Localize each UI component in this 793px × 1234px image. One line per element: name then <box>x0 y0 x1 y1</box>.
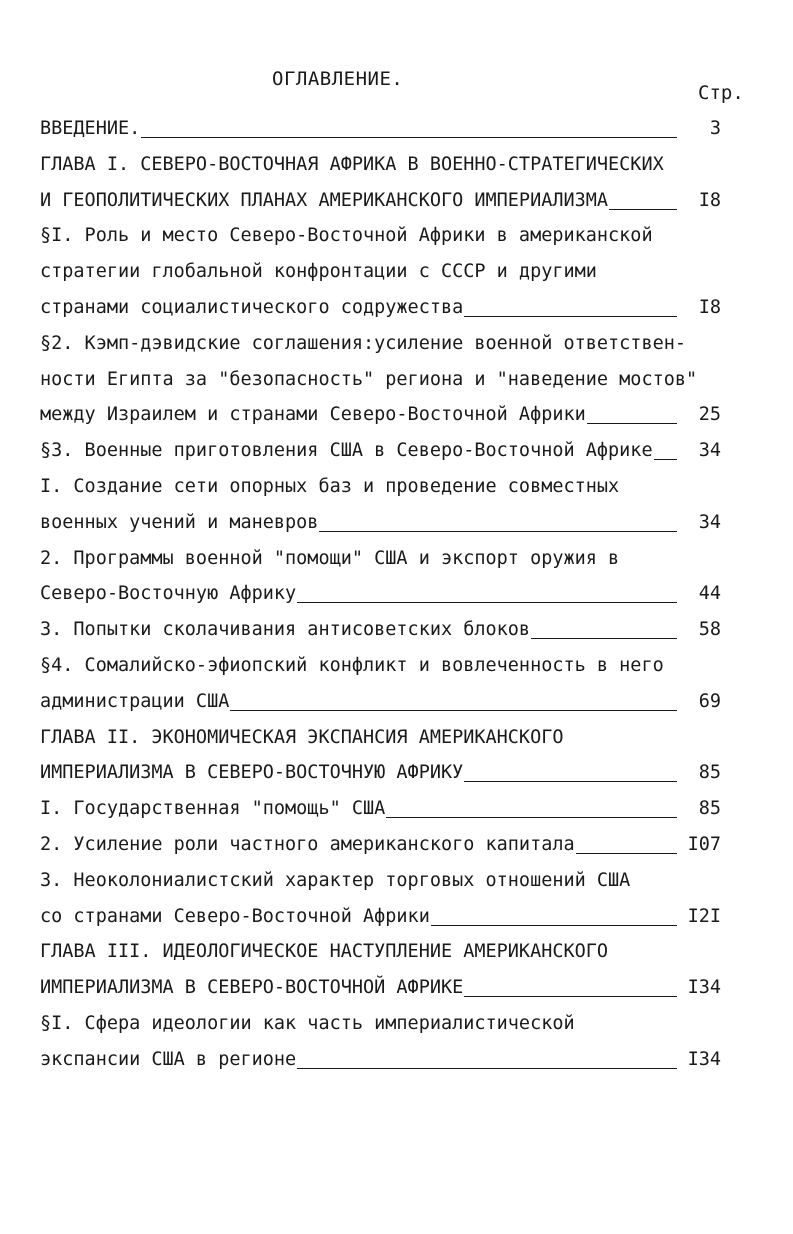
toc-page-number: 85 <box>698 798 721 820</box>
toc-entry-text: стратегии глобальной конфронтации с СССР и другими <box>40 261 597 283</box>
toc-entry-text: со странами Северо-Восточной Африки <box>40 905 430 927</box>
toc-entry-text: 3. Неоколониалистский характер торговых отношений США <box>40 869 631 891</box>
leader-line <box>464 996 677 997</box>
toc-entry-line <box>40 510 318 536</box>
page-column-header: Стр. <box>698 82 744 104</box>
toc-page-number: 85 <box>698 762 721 784</box>
toc-entry-line <box>40 868 630 894</box>
toc-entry-line <box>40 188 608 214</box>
toc-entry-text: I. Государственная "помощь" США <box>40 798 386 820</box>
toc-entry-line <box>40 1047 296 1073</box>
toc-entry-text: §I. Роль и место Северо-Восточной Африки в американской <box>40 225 653 247</box>
toc-entry-text: ГЛАВА III. ИДЕОЛОГИЧЕСКОЕ НАСТУПЛЕНИЕ АМЕРИКАНСКОГО <box>40 941 609 963</box>
toc-entry-text: I. Создание сети опорных баз и проведение совместных <box>40 476 620 497</box>
toc-entry-text: ВВЕДЕНИЕ. <box>40 118 141 139</box>
toc-entry-line <box>40 152 664 178</box>
toc-entry-text: §3. Военные приготовления США в Северо-Восточной Африке <box>40 440 653 462</box>
toc-entry-text: И ГЕОПОЛИТИЧЕСКИХ ПЛАНАХ АМЕРИКАНСКОГО ИМПЕРИАЛИЗМА <box>40 189 609 211</box>
toc-page-number: 34 <box>698 440 721 462</box>
toc-entry-line <box>40 904 430 930</box>
toc-entry-text: Северо-Восточную Африку <box>40 583 297 605</box>
toc-entry-text: ИМПЕРИАЛИЗМА В СЕВЕРО-ВОСТОЧНОЙ АФРИКЕ <box>40 977 464 999</box>
toc-page-number: 58 <box>698 619 721 641</box>
toc-entry-text: странами социалистического содружества <box>40 297 464 318</box>
toc-page-number: 3 <box>709 118 721 139</box>
toc-page-number: 34 <box>698 511 721 533</box>
leader-line <box>141 137 677 138</box>
leader-line <box>531 638 677 639</box>
toc-page-number: I34 <box>687 1048 721 1070</box>
toc-entry-line <box>40 474 619 500</box>
toc-entry-text: экспансии США в регионе <box>40 1048 297 1070</box>
toc-entry-line <box>40 653 664 679</box>
toc-entry-line <box>40 796 385 822</box>
leader-line <box>464 316 677 317</box>
toc-entry-text: ИМПЕРИАЛИЗМА В СЕВЕРО-ВОСТОЧНУЮ АФРИКУ <box>40 762 464 784</box>
toc-entry-text: §2. Кэмп-дэвидские соглашения:усиление военной ответствен- <box>40 332 687 354</box>
toc-page-number: 25 <box>698 404 721 426</box>
toc-page-number: 44 <box>698 583 721 605</box>
leader-line <box>230 710 677 711</box>
toc-entry-line <box>40 402 586 428</box>
toc-entry-line <box>40 116 140 142</box>
toc-entry-text: ности Египта за "безопасность" региона и "наведение мостов" <box>40 368 698 390</box>
toc-entry-text: §4. Сомалийско-эфиопский конфликт и вовлеченность в него <box>40 655 664 676</box>
toc-entry-text: военных учений и маневров <box>40 511 319 533</box>
toc-entry-line <box>40 295 463 321</box>
toc-entry-line <box>40 617 530 643</box>
toc-entry-text: 2. Усиление роли частного американского капитала <box>40 834 575 855</box>
toc-entry-line <box>40 223 653 249</box>
leader-line <box>319 531 677 532</box>
toc-page-number: 69 <box>698 690 721 712</box>
toc-entry-line <box>40 259 597 285</box>
toc-page-number: I8 <box>698 297 721 318</box>
leader-line <box>587 423 677 424</box>
toc-entry-text: §I. Сфера идеологии как часть империалистической <box>40 1013 575 1034</box>
toc-entry-text: ГЛАВА II. ЭКОНОМИЧЕСКАЯ ЭКСПАНСИЯ АМЕРИКАНСКОГО <box>40 726 564 748</box>
toc-entry-line <box>40 581 296 607</box>
toc-page-number: I07 <box>687 834 721 855</box>
leader-line <box>431 925 677 926</box>
toc-entry-text: администрации США <box>40 690 230 712</box>
toc-entry-line <box>40 438 653 464</box>
toc-page-number: I8 <box>698 189 721 211</box>
toc-entry-line <box>40 760 463 786</box>
leader-line <box>297 1068 677 1069</box>
toc-entry-line <box>40 975 463 1001</box>
leader-line <box>576 853 677 854</box>
toc-entry-line <box>40 832 575 858</box>
toc-entry-line <box>40 546 619 572</box>
toc-entry-text: 3. Попытки сколачивания антисоветских блоков <box>40 619 531 641</box>
leader-line <box>609 209 677 210</box>
toc-entry-text: ГЛАВА I. СЕВЕРО-ВОСТОЧНАЯ АФРИКА В ВОЕННО-СТРАТЕГИЧЕСКИХ <box>40 153 664 175</box>
toc-entry-line <box>40 725 563 751</box>
toc-page-number: I34 <box>687 977 721 999</box>
toc-entry-text: между Израилем и странами Северо-Восточной Африки <box>40 404 586 426</box>
toc-entry-line <box>40 367 697 393</box>
page-title: ОГЛАВЛЕНИЕ. <box>272 68 404 90</box>
toc-entry-line <box>40 939 608 965</box>
toc-page-number: I2I <box>687 905 721 927</box>
toc-entry-line <box>40 331 686 357</box>
toc-entry-line <box>40 1011 575 1037</box>
toc-entry-text: 2. Программы военной "помощи" США и экспорт оружия в <box>40 547 620 569</box>
leader-line <box>297 602 677 603</box>
leader-line <box>464 781 677 782</box>
toc-entry-line <box>40 689 229 715</box>
leader-line <box>386 817 677 818</box>
